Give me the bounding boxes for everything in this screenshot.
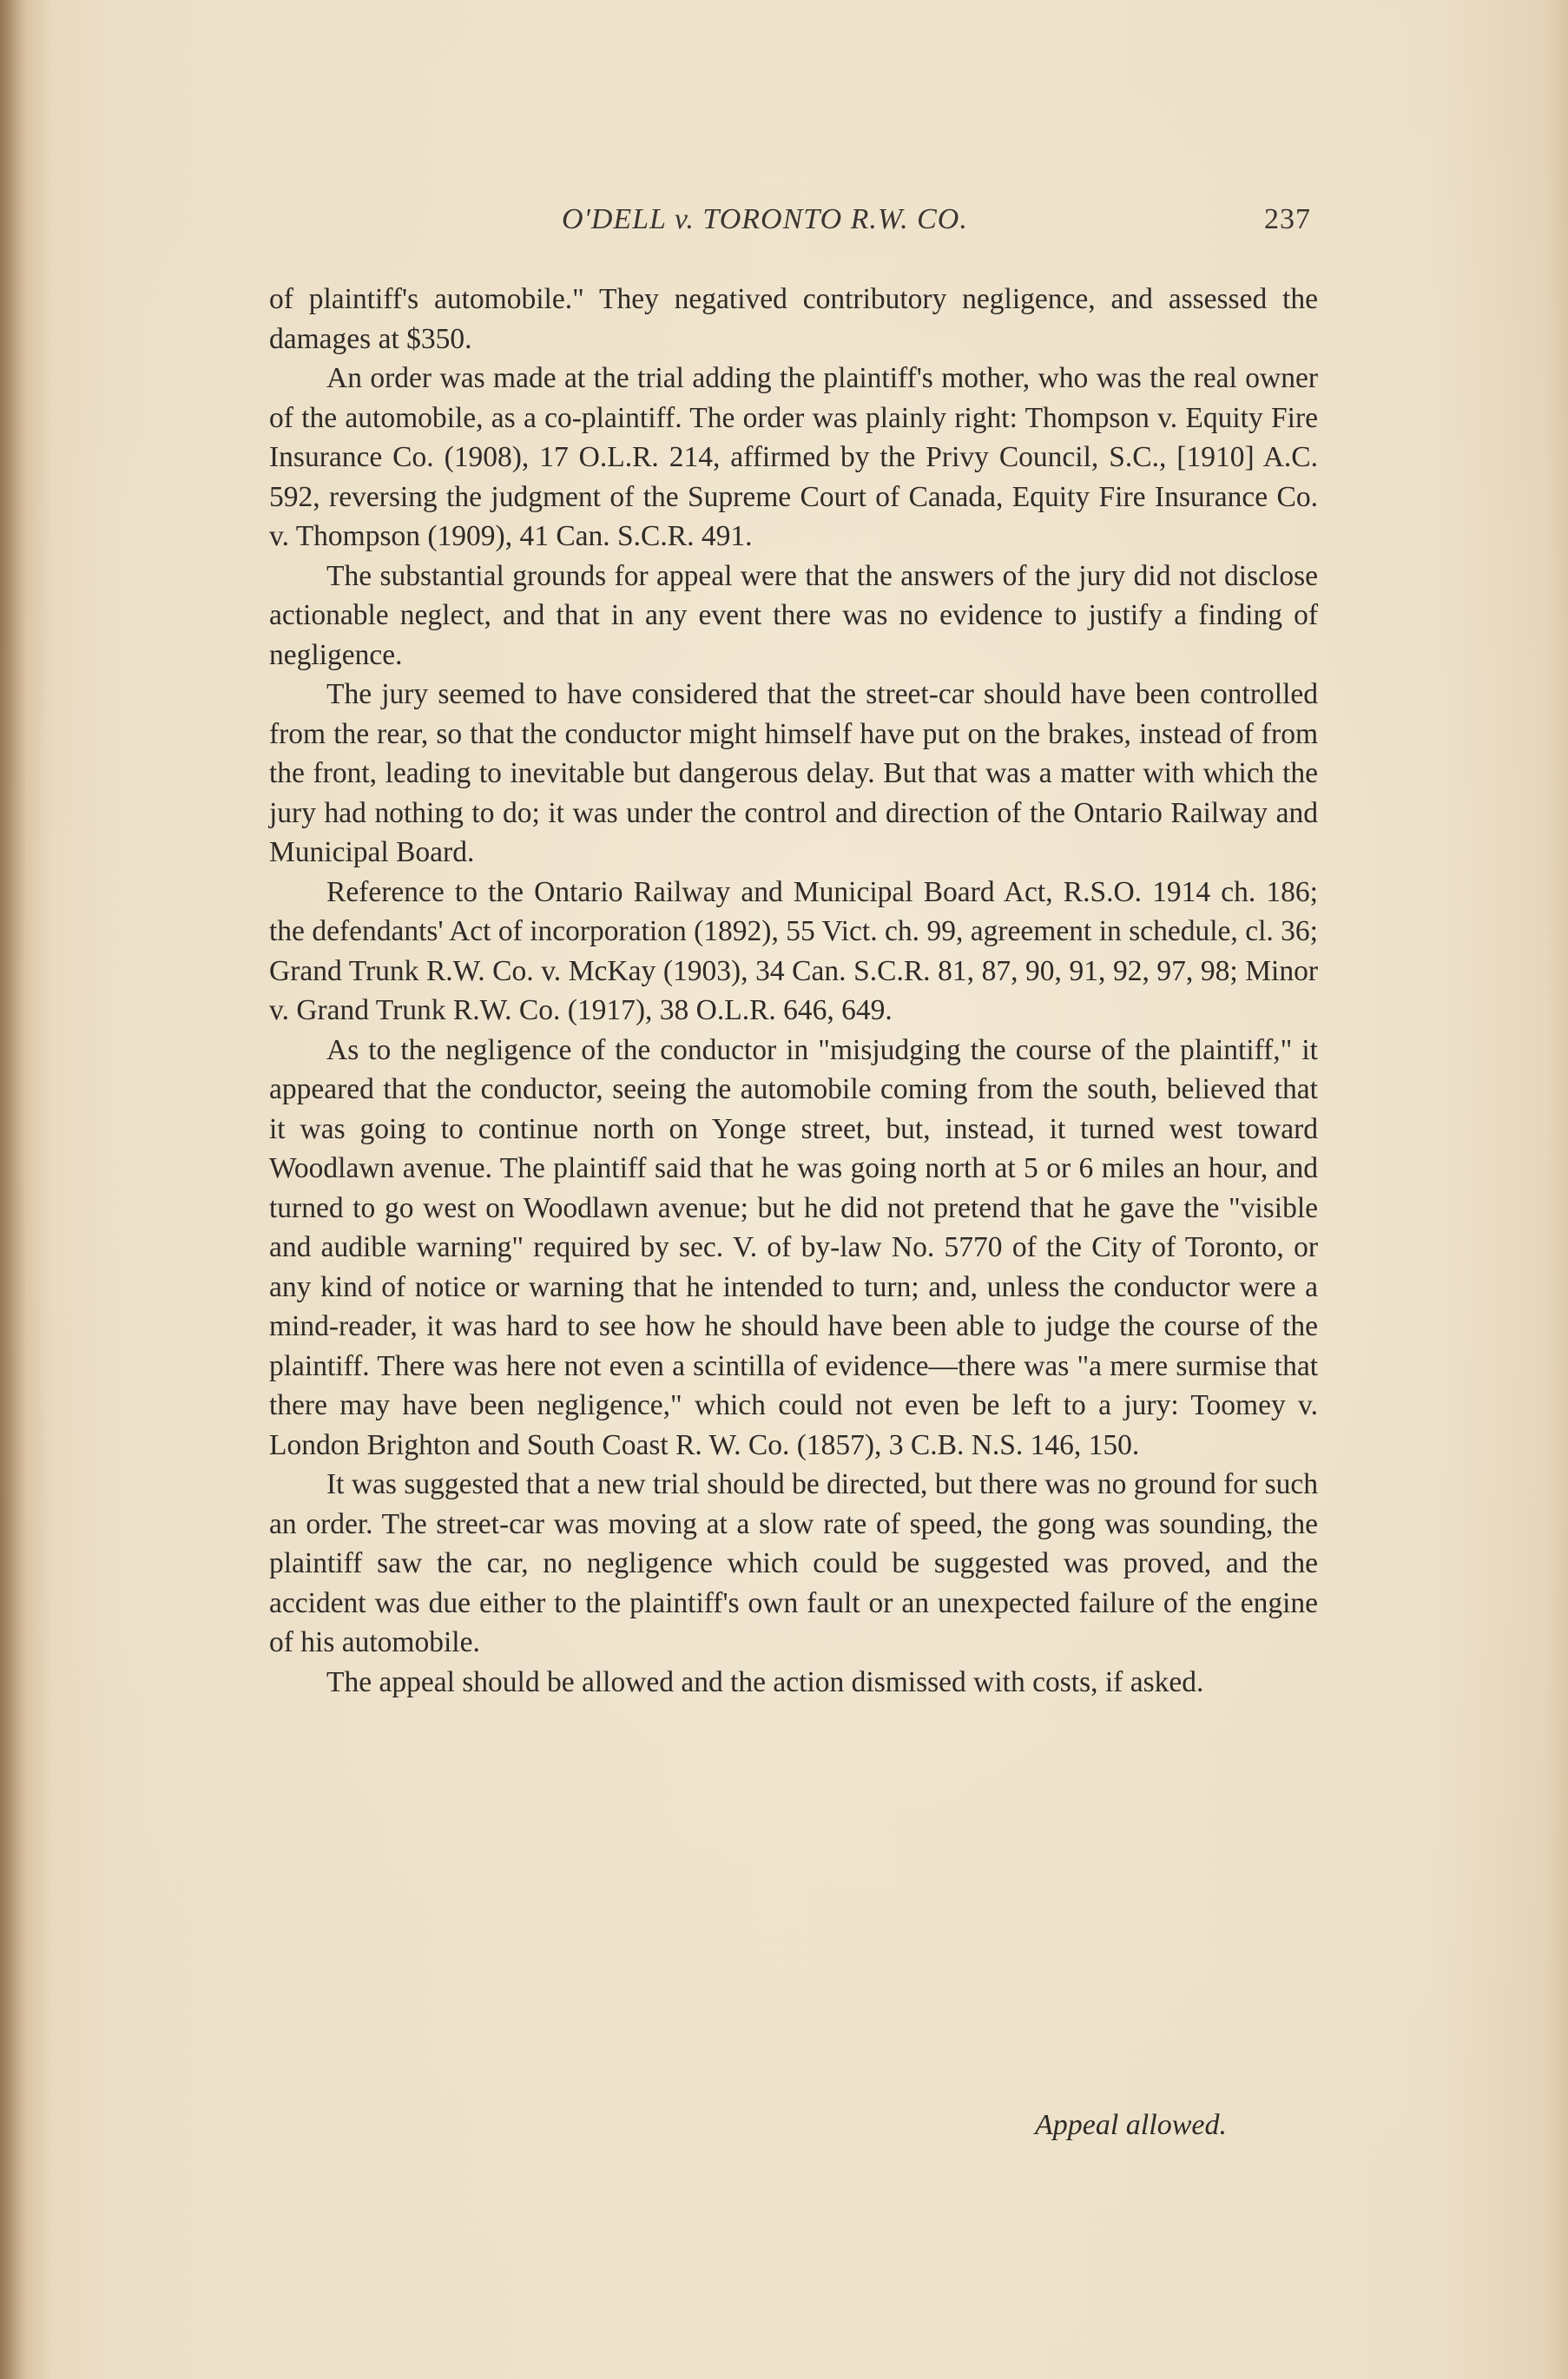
paragraph: The jury seemed to have considered that the street-car should have been controlled from the rear, so that the conductor might himself have put on the brakes, instead of from the front, leading to inevitable but dangerous delay. But that was a matter with which the jury had nothing to do; it was under the control and direction of the Ontario Railway and Municipal Board. (269, 678, 1318, 868)
paragraph: It was suggested that a new trial should be directed, but there was no ground for such an order. The street-car was moving at a slow rate of speed, the gong was sounding, the plaintiff saw the car, no negligence which could be suggested was proved, and the accident was due either to the plaintiff's own fault or an unexpected failure of the engine of his automobile. (269, 1468, 1318, 1658)
paragraph: The appeal should be allowed and the action dismissed with costs, if asked. (326, 1665, 1204, 1698)
page-body (269, 280, 1318, 1702)
running-header (269, 203, 1311, 241)
paragraph: An order was made at the trial adding the plaintiff's mother, who was the real owner of the automobile, as a co-plaintiff. The order was plainly right: Thompson v. Equity Fire Insurance Co. (1908), 17 O.L.R. 214, affirmed by the Privy Council, S.C., [1910] A.C. 592, reversing the judgment of the Supreme Court of Canada, Equity Fire Insurance Co. v. Thompson (1909), 41 Can. S.C.R. 491. (269, 362, 1318, 552)
paragraph: Reference to the Ontario Railway and Municipal Board Act, R.S.O. 1914 ch. 186; the defendants' Act of incorporation (1892), 55 Vict. ch. 99, agreement in schedule, cl. 36; Grand Trunk R.W. Co. v. McKay (1903), 34 Can. S.C.R. 81, 87, 90, 91, 92, 97, 98; Minor v. Grand Trunk R.W. Co. (1917), 38 O.L.R. 646, 649. (269, 875, 1318, 1026)
running-head-title: O'DELL v. TORONTO R.W. CO. (562, 203, 968, 235)
closing-disposition: Appeal allowed. (1035, 2109, 1227, 2141)
page-spine-shadow (0, 0, 26, 2379)
paragraph: The substantial grounds for appeal were that the answers of the jury did not disclose actionable neglect, and that in any event there was no evidence to justify a finding of negligence. (269, 559, 1318, 671)
paragraph-continued: of plaintiff's automobile." They negatived contributory negligence, and assessed the damages at $350. (269, 283, 1318, 355)
paragraph: As to the negligence of the conductor in "misjudging the course of the plaintiff," it appeared that the conductor, seeing the automobile coming from the south, believed that it was going to continue north on Yonge street, but, instead, it turned west toward Woodlawn avenue. The plaintiff said that he was going north at 5 or 6 miles an hour, and turned to go west on Woodlawn avenue; but he did not pretend that he gave the "visible and audible warning" required by sec. V. of by-law No. 5770 of the City of Toronto, or any kind of notice or warning that he intended to turn; and, unless the conductor were a mind-reader, it was hard to see how he should have been able to judge the course of the plaintiff. There was here not even a scintilla of evidence—there was "a mere surmise that there may have been negligence," which could not even be left to a jury: Toomey v. London Brighton and South Coast R. W. Co. (1857), 3 C.B. N.S. 146, 150. (269, 1033, 1318, 1461)
page-number: 237 (1264, 203, 1311, 235)
